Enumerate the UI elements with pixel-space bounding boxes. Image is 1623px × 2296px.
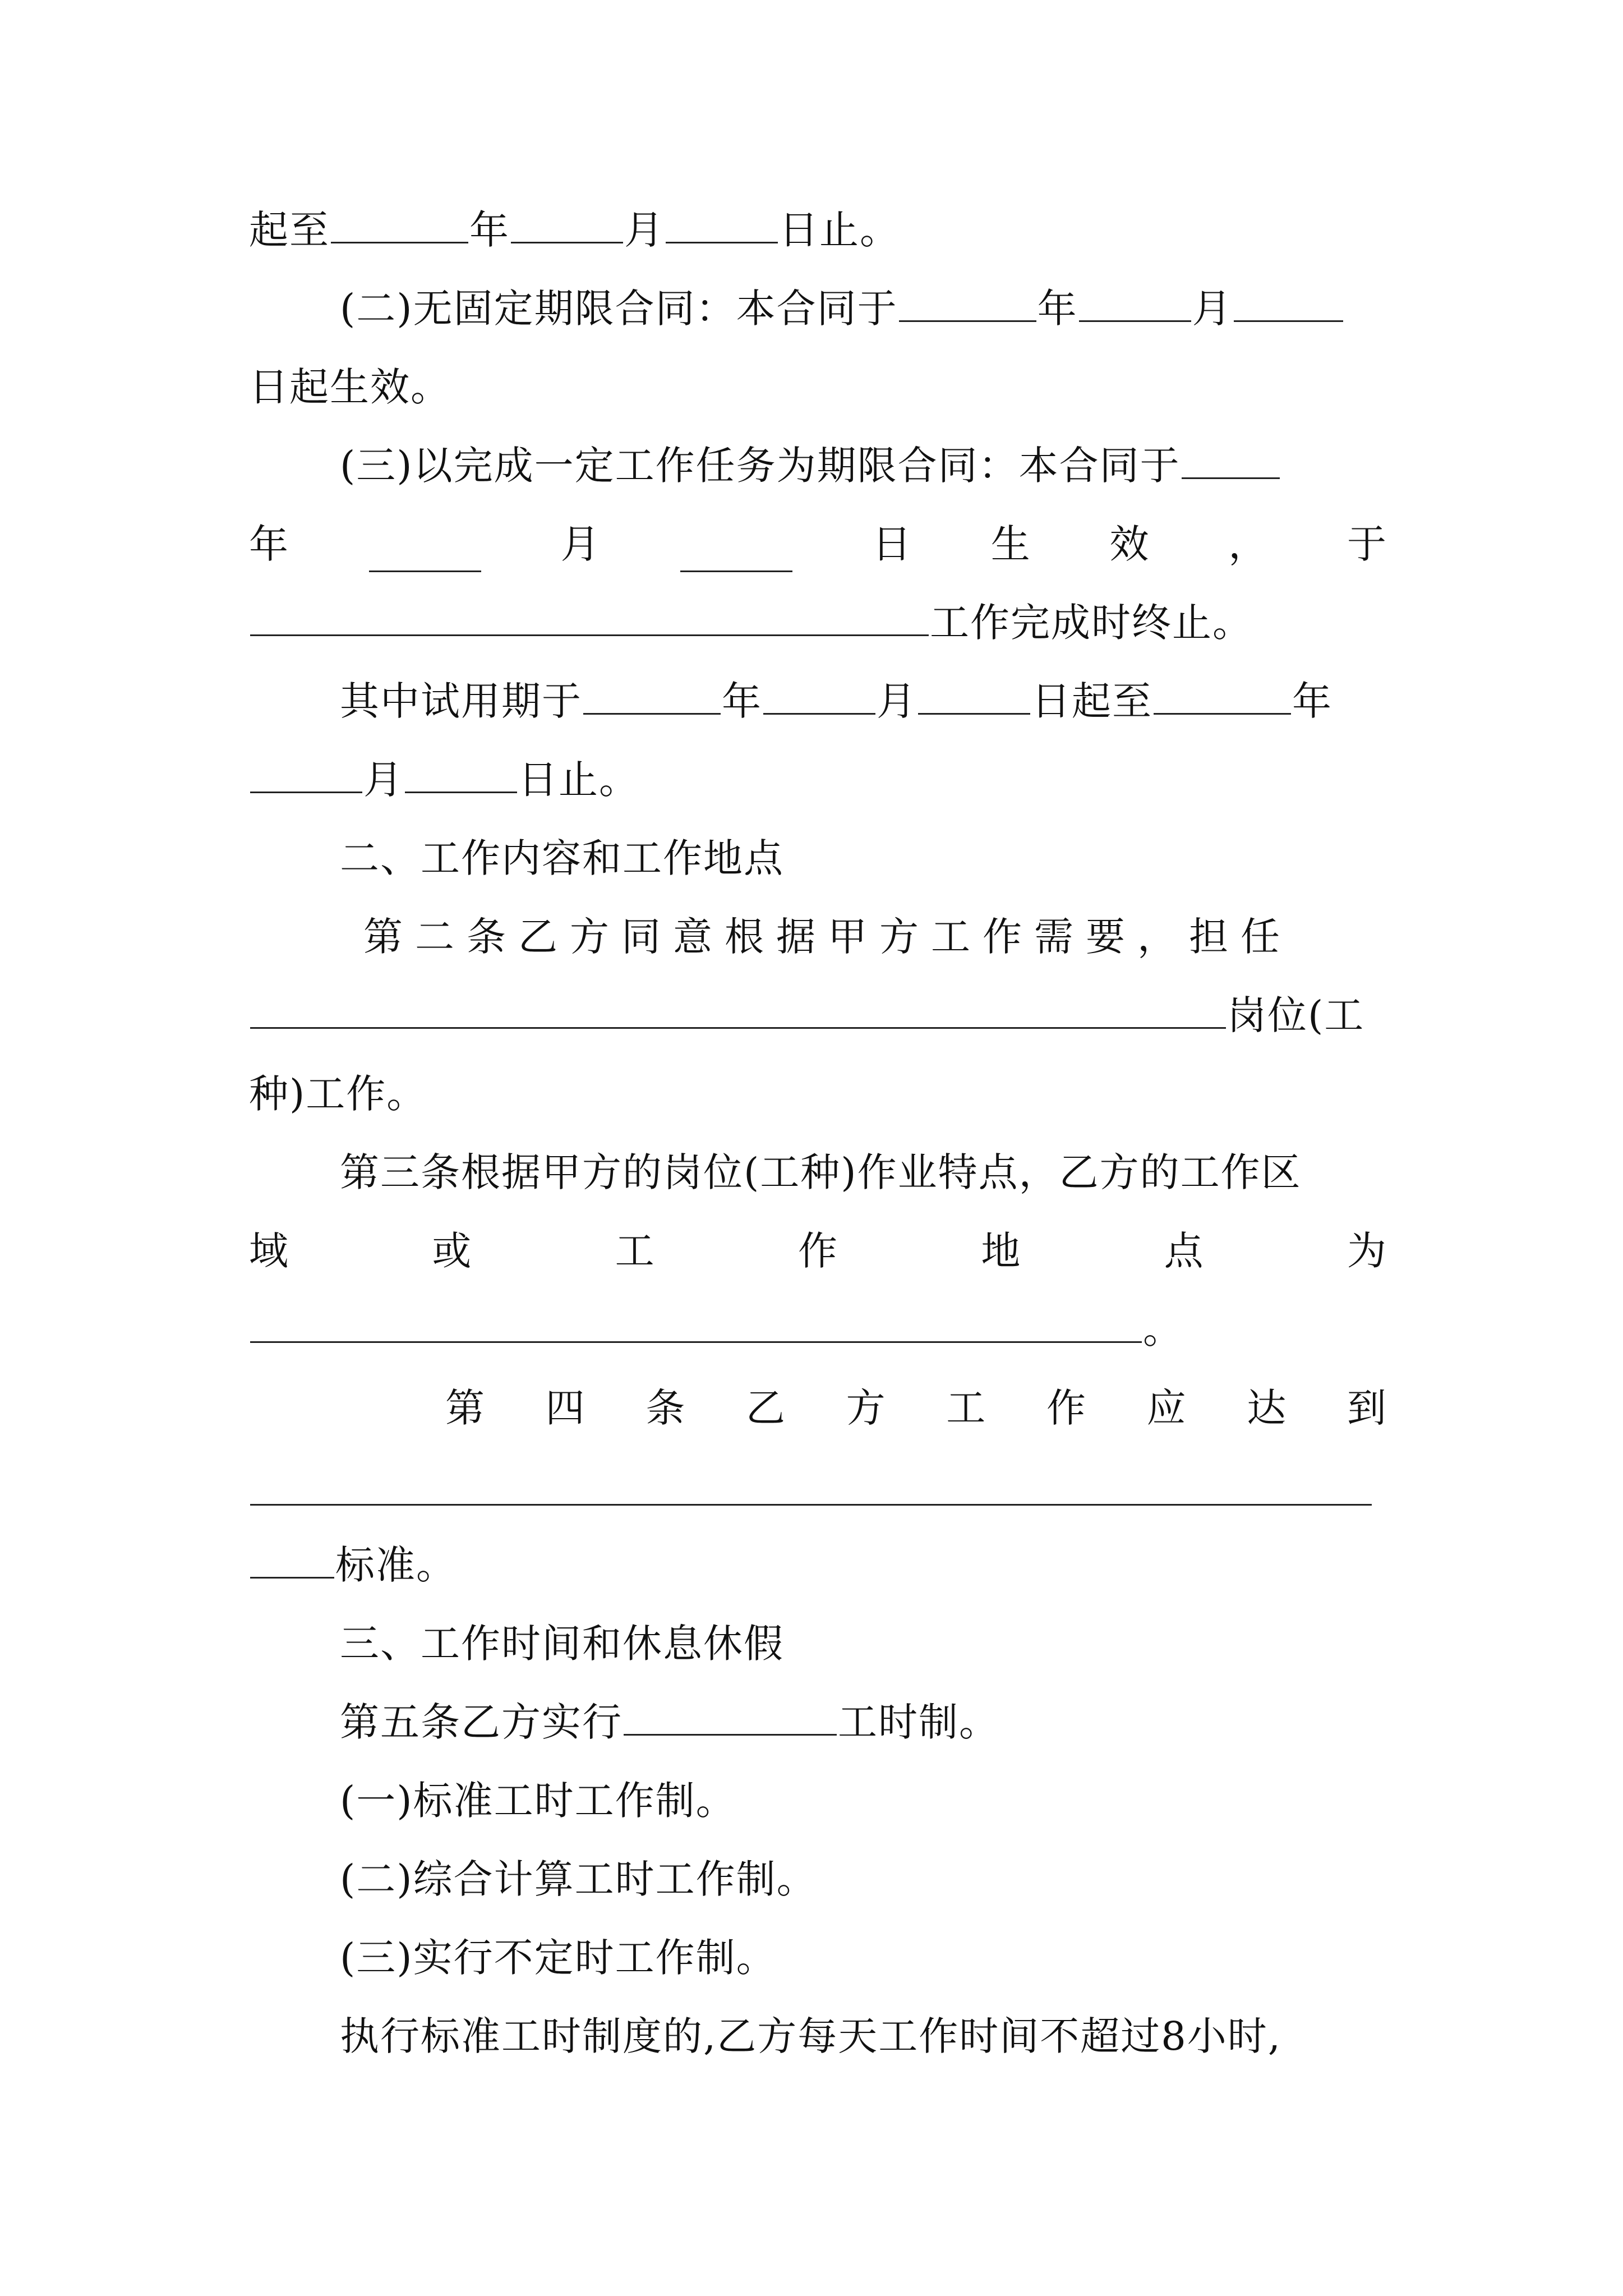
article-2-continued	[249, 1066, 1387, 1122]
paragraph-task-term-date	[249, 516, 1387, 572]
text: 第二条乙方同意根据甲方工作需要，担任	[363, 914, 1292, 960]
text: 月	[560, 521, 601, 567]
blank-field[interactable]	[666, 209, 778, 243]
blank-field[interactable]	[1182, 445, 1280, 479]
article-3-end	[249, 1301, 1387, 1358]
article-2	[340, 909, 1387, 965]
text: 日	[872, 521, 912, 567]
paragraph-task-term-end	[249, 595, 1387, 651]
option-flexible-hours	[340, 1930, 1387, 1986]
text: 域	[249, 1228, 289, 1274]
text: 年	[1037, 286, 1078, 332]
text: 生	[990, 521, 1031, 567]
text: 方	[846, 1385, 887, 1431]
blank-field[interactable]	[763, 680, 875, 715]
article-3-location	[249, 1223, 1387, 1279]
option-standard-hours	[340, 1773, 1387, 1829]
text: 日止。	[518, 757, 639, 803]
option-comprehensive-hours	[340, 1851, 1387, 1907]
text: 点	[1164, 1228, 1205, 1274]
text: 日起生效。	[249, 364, 451, 410]
text: 效	[1109, 521, 1150, 567]
paragraph-probation	[340, 673, 1387, 729]
text: (二)综合计算工时工作制。	[340, 1856, 817, 1902]
text: 月	[624, 207, 665, 253]
text: 月	[363, 757, 404, 803]
paragraph-open-term-continued	[249, 359, 1387, 415]
paragraph-probation-continued	[249, 752, 1387, 808]
text: 第三条根据甲方的岗位(工种)作业特点，乙方的工作区	[340, 1149, 1302, 1195]
text: 年	[249, 521, 289, 567]
text: 条	[645, 1385, 686, 1431]
text: 或	[432, 1228, 473, 1274]
text: 作	[797, 1228, 838, 1274]
text: 作	[1046, 1385, 1087, 1431]
text: (三)实行不定时工作制。	[340, 1935, 777, 1981]
text: 应	[1146, 1385, 1187, 1431]
text: 第	[445, 1385, 486, 1431]
paragraph-term-end	[249, 202, 1387, 258]
text: 。	[1143, 1306, 1183, 1352]
text: 到	[1347, 1385, 1387, 1431]
article-5	[340, 1694, 1387, 1750]
text: (三)以完成一定工作任务为期限合同：本合同于	[340, 443, 1181, 489]
section-heading-work-time	[340, 1616, 1387, 1672]
text: 年	[1292, 678, 1332, 724]
text: 其中试用期于	[340, 678, 582, 724]
blank-field[interactable]	[918, 680, 1030, 715]
blank-field[interactable]	[583, 680, 721, 715]
text: 执行标准工时制度的,乙方每天工作时间不超过8小时,	[340, 2013, 1282, 2059]
text: 日止。	[779, 207, 900, 253]
blank-field[interactable]	[250, 602, 929, 636]
text: 日起至	[1031, 678, 1152, 724]
blank-field[interactable]	[1234, 288, 1343, 322]
text: 工	[615, 1228, 656, 1274]
text: 四	[545, 1385, 586, 1431]
article-2-position	[249, 987, 1387, 1043]
section-title: 三、工作时间和休息休假	[340, 1621, 784, 1667]
blank-field[interactable]	[250, 1471, 1372, 1506]
text: 标准。	[335, 1542, 457, 1588]
article-4-blank-line	[249, 1464, 1387, 1520]
text: 月	[1192, 286, 1233, 332]
article-4	[445, 1380, 1387, 1436]
text: (一)标准工时工作制。	[340, 1778, 736, 1824]
paragraph-task-term	[340, 438, 1387, 494]
text: 为	[1347, 1228, 1387, 1274]
paragraph-standard-hours-rule	[340, 2008, 1387, 2064]
blank-field[interactable]	[405, 759, 517, 793]
blank-field[interactable]	[331, 209, 468, 243]
blank-field[interactable]	[1079, 288, 1191, 322]
text: 于	[1347, 521, 1387, 567]
text: 月	[877, 678, 917, 724]
blank-field[interactable]	[250, 1309, 1142, 1343]
text: 工作完成时终止。	[930, 600, 1253, 646]
text: 工时制。	[838, 1699, 999, 1745]
blank-field[interactable]	[511, 209, 623, 243]
text: 种)工作。	[249, 1071, 427, 1117]
text: 岗位(工	[1227, 992, 1365, 1038]
text: 乙	[745, 1385, 786, 1431]
text: (二)无固定期限合同：本合同于	[340, 286, 898, 332]
text: 年	[722, 678, 762, 724]
article-3	[340, 1144, 1387, 1200]
blank-field[interactable]	[1154, 680, 1291, 715]
text: 起至	[249, 207, 330, 253]
text: 工	[946, 1385, 987, 1431]
blank-field[interactable]	[250, 995, 1226, 1029]
blank-field[interactable]	[250, 1544, 334, 1579]
blank-field[interactable]	[680, 538, 792, 572]
blank-field[interactable]	[369, 538, 481, 572]
section-heading-work-content	[340, 830, 1387, 886]
text: 年	[469, 207, 510, 253]
section-title: 二、工作内容和工作地点	[340, 835, 784, 881]
text: 达	[1247, 1385, 1288, 1431]
text: 第五条乙方实行	[340, 1699, 623, 1745]
article-4-end	[249, 1537, 1387, 1593]
blank-field[interactable]	[899, 288, 1036, 322]
blank-field[interactable]	[624, 1701, 837, 1736]
text: ，	[1228, 521, 1269, 567]
text: 地	[981, 1228, 1022, 1274]
paragraph-open-term	[340, 280, 1387, 337]
blank-field[interactable]	[250, 759, 362, 793]
